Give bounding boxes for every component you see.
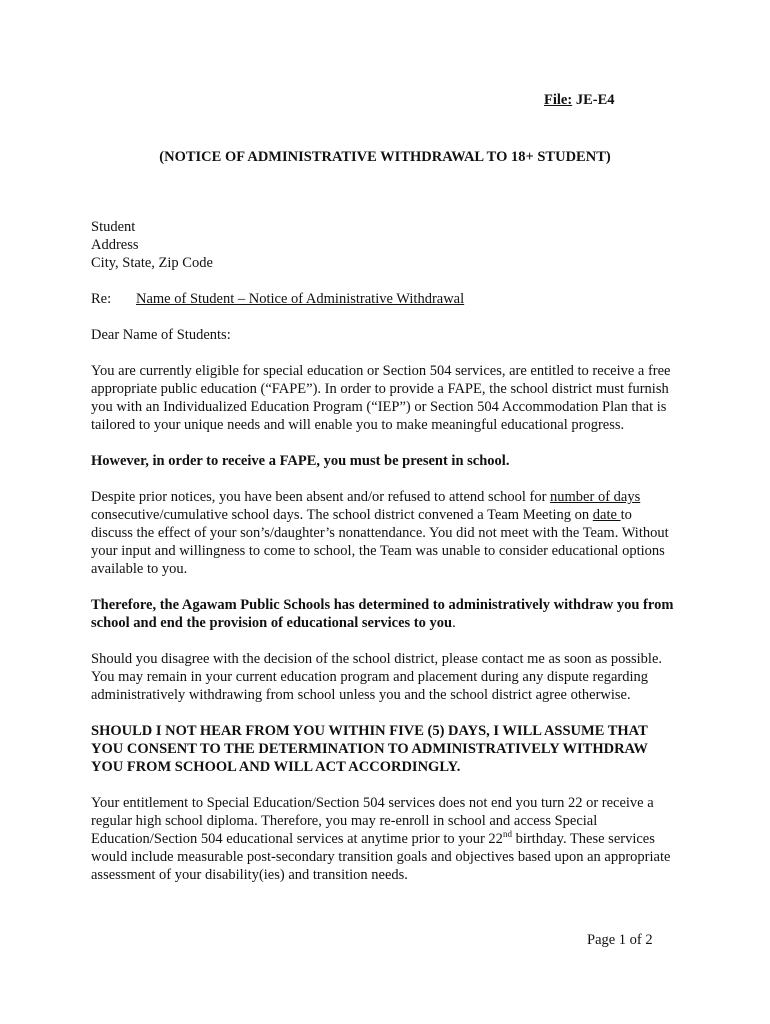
page-number: Page 1 of 2 [587, 932, 653, 948]
paragraph-dispute: Should you disagree with the decision of the school district, please contact me as soon as possible. You may remain in your current education program and placement during any dispute regarding administratively withdrawing from school unless you and the school district agree otherwise. [91, 651, 663, 703]
paragraph-absence [91, 488, 675, 578]
subject-text: Name of Student – Notice of Administrative Withdrawal [136, 291, 465, 307]
number-of-days-field: number of days [550, 489, 641, 505]
paragraph-consent-warning: SHOULD I NOT HEAR FROM YOU WITHIN FIVE (5) DAYS, I WILL ASSUME THAT YOU CONSENT TO THE DETERMINATION TO ADMINISTRATIVELY WITHDRAW YOU FROM SCHOOL AND WILL ACT ACCORDINGLY. [91, 723, 648, 775]
file-label: File: [544, 92, 573, 108]
recipient-address [91, 218, 675, 272]
paragraph-fape-presence: However, in order to receive a FAPE, you must be present in school. [91, 453, 510, 469]
withdrawal-determination-text: Therefore, the Agawam Public Schools has determined to administratively withdraw you from school and end the provision of educational services to you [91, 597, 674, 631]
ordinal-suffix: nd [502, 829, 512, 840]
absence-text-3: to discuss the effect of your son’s/daughter’s nonattendance. You did not meet with the Team. Without your input and willingness to come to school, the Team was unable to consider educational options available to you. [91, 507, 669, 577]
paragraph-eligibility: You are currently eligible for special education or Section 504 services, are entitled to receive a free appropriate public education (“FAPE”). In order to provide a FAPE, the school district must furnish you with an Individualized Education Program (“IEP”) or Section 504 Accommodation Plan that is tailored to your unique needs and will enable you to make meaningful educational progress. [91, 363, 671, 433]
file-reference [544, 92, 614, 109]
address-line-address: Address [91, 237, 139, 253]
paragraph-entitlement [91, 794, 675, 884]
address-line-city: City, State, Zip Code [91, 255, 213, 271]
document-title: (NOTICE OF ADMINISTRATIVE WITHDRAWAL TO 18+ STUDENT) [159, 149, 611, 165]
paragraph-withdrawal-determination [91, 596, 675, 632]
letter-body [91, 218, 675, 884]
address-line-student: Student [91, 219, 136, 235]
salutation: Dear Name of Students: [91, 327, 231, 343]
subject-line [91, 290, 675, 308]
date-field: date [592, 507, 621, 523]
withdrawal-period: . [452, 615, 456, 631]
entitlement-text-2: birthday. These services would include measurable post-secondary transition goals and objectives based upon an appropriate assessment of your disability(ies) and transition needs. [91, 831, 671, 883]
subject-label: Re: [91, 291, 112, 307]
file-code: JE-E4 [572, 92, 615, 108]
entitlement-text-1: Your entitlement to Special Education/Section 504 services does not end you turn 22 or receive a regular high school diploma. Therefore, you may re-enroll in school and access Special Education/Section 504 educational services at anytime prior to your 22 [91, 795, 654, 847]
absence-text-2: consecutive/cumulative school days. The school district convened a Team Meeting on [91, 507, 593, 523]
absence-text-1: Despite prior notices, you have been absent and/or refused to attend school for [91, 489, 551, 505]
